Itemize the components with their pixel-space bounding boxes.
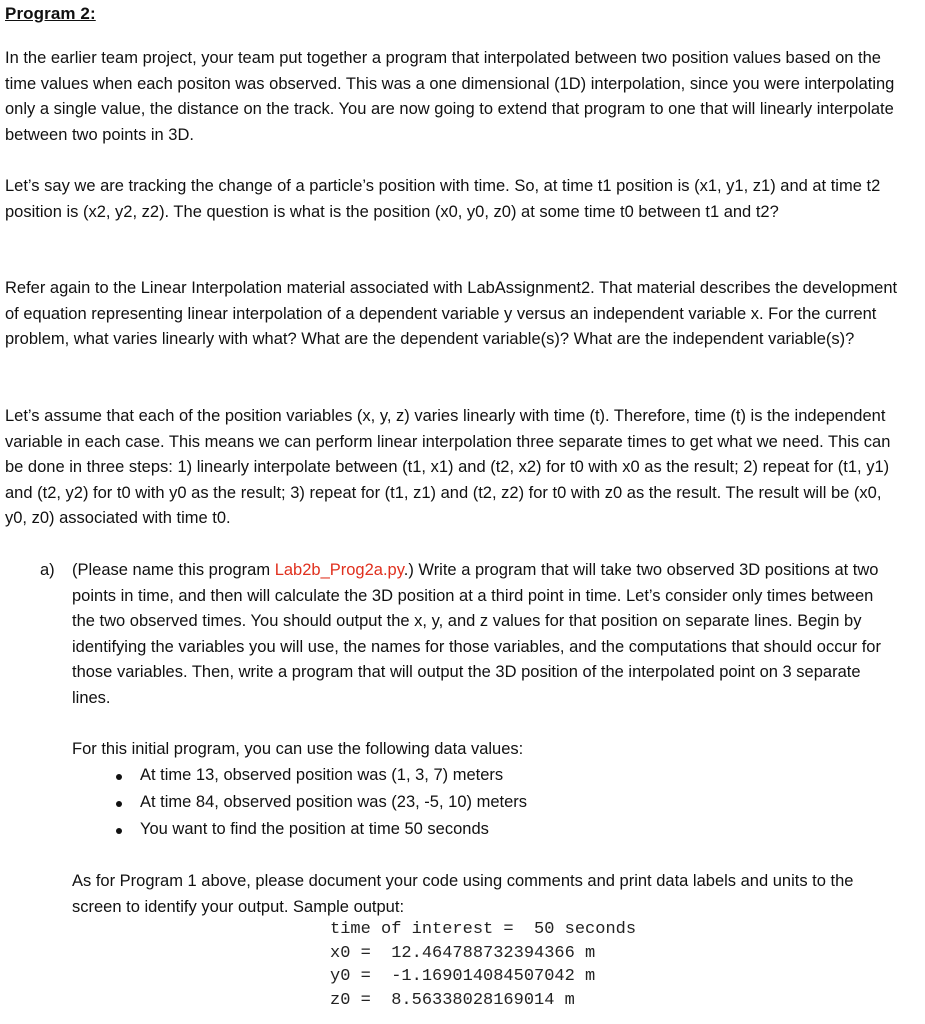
bullet-icon — [116, 828, 122, 834]
documentation-note: As for Program 1 above, please document your code using comments and print data labels and units to the screen to identify your output. Sample output: — [72, 872, 854, 916]
question-suffix: .) Write a program that will take two observed 3D positions at two points in time, and then will calculate the 3D position at a third point in time. Let’s consider only times between the two observed times. You should output the x, y, and z values for that position on separate lines. Begin by identifying the variables you will use, the names for those variables, and the computations that should occur for those variables. Then, write a program that will output the 3D position of the interpolated point on 3 separate lines. — [72, 561, 881, 707]
bullet-text: You want to find the position at time 50 seconds — [140, 820, 489, 838]
program-filename: Lab2b_Prog2a.py — [274, 561, 404, 579]
question-a-text — [72, 558, 900, 712]
sample-output-line: time of interest = 50 seconds — [330, 920, 637, 939]
bullet-text: At time 84, observed position was (23, -5, 10) meters — [140, 793, 528, 811]
bullet-icon — [116, 774, 122, 780]
list-item — [72, 763, 527, 790]
data-values-list — [72, 763, 527, 844]
sample-output-line: x0 = 12.464788732394366 m — [330, 943, 596, 963]
tracking-paragraph: Let’s say we are tracking the change of a particle’s position with time. So, at time t1 position is (x1, y1, z1) and at time t2 position is (x2, y2, z2). The question is what is the position (x0, y0, z0) at some time t0 between t1 and t2? — [5, 177, 881, 221]
intro-paragraph: In the earlier team project, your team put together a program that interpolated between two position values based on the time values when each positon was observed. This was a one dimensional (1D) interpolation, since you were interpolating only a single value, the distance on the track. You are now going to extend that program to one that will linearly interpolate between two points in 3D. — [5, 49, 895, 144]
sample-output-block — [330, 918, 636, 1012]
list-item — [72, 817, 527, 844]
sample-output-line: z0 = 8.56338028169014 m — [330, 990, 575, 1010]
question-letter: a) — [40, 561, 55, 579]
sample-output-line: y0 = -1.169014084507042 m — [330, 967, 596, 986]
refer-paragraph: Refer again to the Linear Interpolation material associated with LabAssignment2. That material describes the development of equation representing linear interpolation of a dependent variable y versus an independent variable x. For the current problem, what varies linearly with what? What are the dependent variable(s)? What are the independent variable(s)? — [5, 279, 898, 349]
page-title: Program 2: — [5, 4, 96, 23]
bullet-text: At time 13, observed position was (1, 3, 7) meters — [140, 766, 504, 784]
question-prefix: (Please name this program — [72, 561, 275, 579]
list-item — [72, 790, 527, 817]
bullet-icon — [116, 801, 122, 807]
data-values-intro: For this initial program, you can use the following data values: — [72, 740, 524, 758]
assume-paragraph: Let’s assume that each of the position variables (x, y, z) varies linearly with time (t). Therefore, time (t) is the independent variable in each case. This means we can perform linear interpolation three separate times to get what we need. This can be done in three steps: 1) linearly interpolate between (t1, x1) and (t2, x2) for t0 with x0 as the result; 2) repeat for (t1, y1) and (t2, y2) for t0 with y0 as the result; 3) repeat for (t1, z1) and (t2, z2) for t0 with z0 as the result. The result will be (x0, y0, z0) associated with time t0. — [5, 407, 891, 528]
